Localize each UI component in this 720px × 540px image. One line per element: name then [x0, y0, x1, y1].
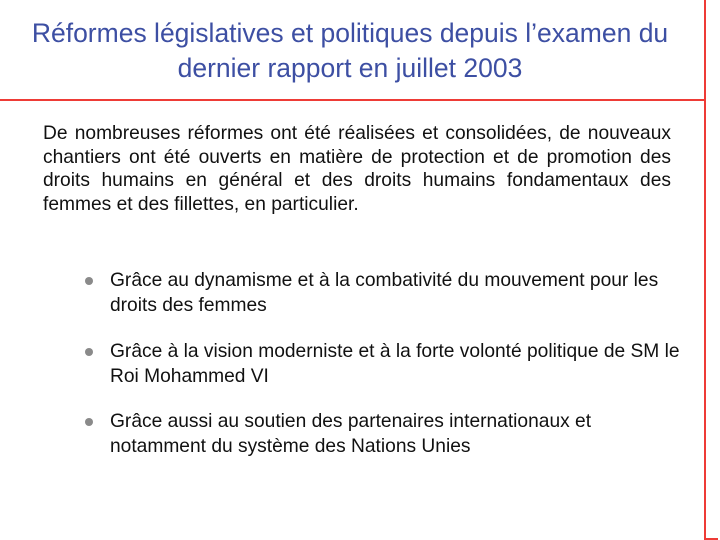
- bullet-dot-icon: [85, 348, 93, 356]
- decorative-frame: [704, 0, 718, 540]
- bullet-dot-icon: [85, 418, 93, 426]
- bullet-item: [85, 339, 685, 389]
- bullet-text: Grâce au dynamisme et à la combativité du mouvement pour les droits des femmes: [110, 270, 659, 316]
- bullet-dot-icon: [85, 277, 93, 285]
- bullet-item: [85, 268, 685, 318]
- slide-title: Réformes législatives et politiques depuis l’examen du dernier rapport en juillet 2003: [31, 18, 669, 83]
- bullet-item: [85, 409, 685, 459]
- intro-paragraph: De nombreuses réformes ont été réalisées et consolidées, de nouveaux chantiers ont été ouverts en matière de protection et de promotion des droits humains en général et des droits humains fondamentaux des femmes et des fillettes, en particulier.: [43, 123, 671, 215]
- bullet-text: Grâce aussi au soutien des partenaires internationaux et notamment du système des Nations Unies: [110, 411, 592, 457]
- title-divider: [0, 99, 706, 101]
- bullet-text: Grâce à la vision moderniste et à la forte volonté politique de SM le Roi Mohammed VI: [110, 341, 680, 387]
